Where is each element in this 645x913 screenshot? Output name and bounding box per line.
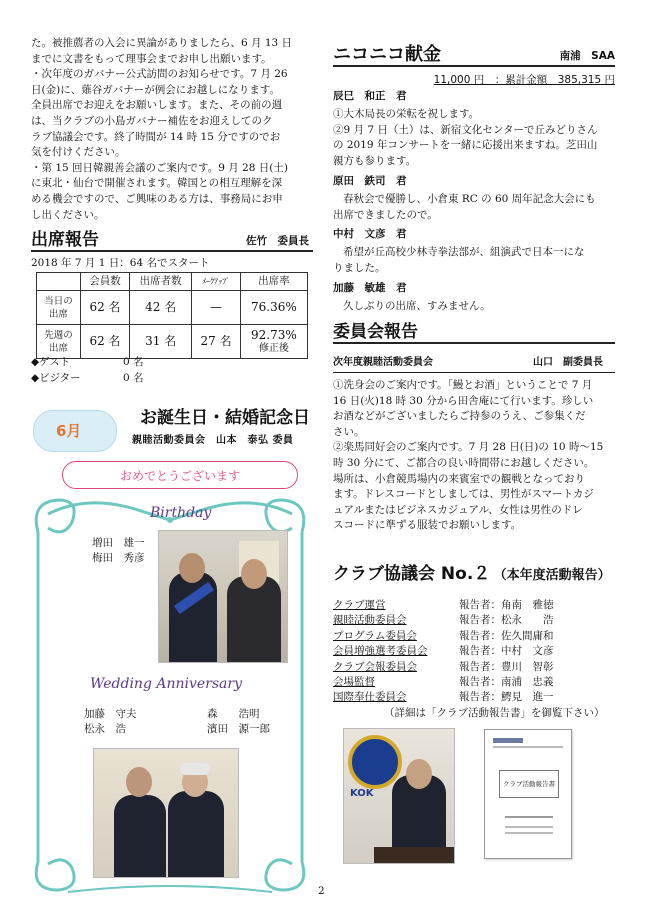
table-header-cell xyxy=(37,273,81,291)
text-line: までに文書をもって理事会までお申し出願います。 xyxy=(31,52,272,65)
list-item: 親睦活動委員会 報告者：松永 浩 xyxy=(333,614,554,627)
guest-value: 0 名 xyxy=(123,356,144,368)
nikoniko-header xyxy=(333,39,615,67)
text-line: ュアルまたはビジネスカジュアル、女性は男性のドレ xyxy=(333,503,583,516)
birthday-name: 増田 雄一 xyxy=(92,537,145,549)
text-line: 時 30 分にて、ご都合の良い時間帯にお越しください。 xyxy=(333,456,595,469)
wedding-name: 加藤 守夫 xyxy=(84,708,137,720)
attendance-header xyxy=(31,226,313,252)
page-number: 2 xyxy=(318,885,325,897)
table-header-cell: 出席率 xyxy=(240,273,307,291)
donor-text: の 2019 年コンサートを一緒に応援出来ますね。芝田山 xyxy=(333,139,598,152)
committee-subtitle: 次年度親睦活動委員会 xyxy=(333,357,433,368)
guest-line xyxy=(31,355,144,370)
attendance-table xyxy=(36,272,308,359)
birthday-label: Birthday xyxy=(150,505,212,521)
nikoniko-entries xyxy=(333,89,617,314)
month-label: 6月 xyxy=(56,422,82,440)
wedding-name: 濱田 源一郎 xyxy=(207,723,270,735)
wedding-label: Wedding Anniversary xyxy=(90,676,243,692)
text-line: ②楽馬同好会のご案内です。7 月 28 日(日)の 10 時～15 xyxy=(333,441,604,454)
table-row xyxy=(37,325,308,359)
text-line: は、当クラブの小島ガバナー補佐をお迎えしてのク xyxy=(31,114,273,127)
text-line: ①洗身会のご案内です。「鰻とお酒」ということで 7 月 xyxy=(333,379,593,391)
donor-text: りました。 xyxy=(333,261,386,274)
congrats-text: おめでとうございます xyxy=(119,469,240,483)
text-line: し出ください。 xyxy=(31,208,105,221)
text-line: ・第 15 回日韓親善会議のご案内です。9 月 28 日(土) xyxy=(31,161,288,174)
table-row xyxy=(37,291,308,325)
visitor-value: 0 名 xyxy=(123,372,144,384)
donor-text: 希望が丘高校少林寺拳法部が、組演武で日本一にな xyxy=(343,246,585,259)
report-document xyxy=(484,729,572,859)
list-item: プログラム委員会 報告者：佐久間庸和 xyxy=(333,629,554,642)
club-council-list xyxy=(333,598,623,706)
members-cell: 62 名 xyxy=(81,291,130,325)
club-council-subtitle: （本年度活動報告） xyxy=(493,568,611,583)
birthday-title: お誕生日・結婚記念日 xyxy=(140,408,310,428)
present-cell: 42 名 xyxy=(129,291,191,325)
list-item: クラブ運営 報告者：角南 雅徳 xyxy=(333,599,554,611)
attendance-title: 出席報告 xyxy=(31,230,99,250)
birthday-photo xyxy=(158,530,288,663)
present-cell: 31 名 xyxy=(129,325,191,359)
wedding-name: 松永 浩 xyxy=(84,723,126,735)
text-line: さい。 xyxy=(333,425,365,438)
text-line: スコードに準ずる服装でお願いします。 xyxy=(333,519,522,532)
month-badge xyxy=(33,410,117,452)
wedding-names-right xyxy=(207,707,270,737)
donor-name: 加藤 敏雄 君 xyxy=(333,281,407,294)
donor-text: 親方も参ります。 xyxy=(333,155,417,168)
club-council-header xyxy=(333,562,623,588)
text-line: 気を付けください。 xyxy=(31,146,126,159)
makeup-cell: 27 名 xyxy=(192,325,240,359)
donor-text: 久しぶりの出席、すみません。 xyxy=(343,299,491,312)
list-item: 会員増強選考委員会 報告者：中村 文彦 xyxy=(333,645,554,658)
attendance-subtitle: 2018 年 7 月 1 日：64 名でスタート xyxy=(31,257,210,269)
report-document-title: クラブ活動報告書 xyxy=(503,780,555,788)
table-header-cell: 会員数 xyxy=(81,273,130,291)
left-intro-text xyxy=(31,36,313,223)
wedding-names-left xyxy=(84,707,137,737)
text-line: た。被推薦者の入会に異論がありましたら、6 月 13 日 xyxy=(31,37,293,49)
text-line: 16 日(火)18 時 30 分から田舎庵にて行います。珍しい xyxy=(333,394,594,407)
nikoniko-amount: 11,000 円 ：累計金額 385,315 円 xyxy=(433,74,615,86)
row-label: 先週の 出席 xyxy=(37,325,81,359)
text-line: ・次年度のガバナー公式訪問のお知らせです。7 月 26 xyxy=(31,68,288,81)
podium-text: KOK xyxy=(350,788,374,799)
text-line: ます。ドレスコードとしましては、男性がスマートカジ xyxy=(333,488,594,501)
table-header-row xyxy=(37,273,308,291)
visitor-label: ◆ビジター xyxy=(31,372,81,384)
text-line: 場所は、小倉競馬場内の来賓室での観戦となっており xyxy=(333,472,585,485)
members-cell: 62 名 xyxy=(81,325,130,359)
birthday-committee: 親睦活動委員会 山本 泰弘 委員 xyxy=(132,435,294,446)
list-item: 国際奉仕委員会 報告者：鰐見 進一 xyxy=(333,691,554,704)
donor-text: ①大木局長の栄転を祝します。 xyxy=(333,107,480,120)
text-line: める機会ですので、ご興味のある方は、事務局にお申 xyxy=(31,192,283,205)
birthday-name-list xyxy=(92,536,145,566)
donor-text: 出席できましたので。 xyxy=(333,208,438,221)
club-council-title: クラブ協議会 No.２ xyxy=(333,564,491,584)
table-header-cell: ﾒｰｸｱｯﾌﾟ xyxy=(192,273,240,291)
rate-cell: 92.73% 修正後 xyxy=(240,325,307,359)
list-item: 会場監督 報告者：南浦 忠義 xyxy=(333,675,554,688)
donor-name: 辰巳 和正 君 xyxy=(333,90,407,102)
speaker-photo xyxy=(343,728,455,864)
text-line: 全員出席でお迎えをお願いします。また、その前の週 xyxy=(31,99,283,112)
rate-cell: 76.36% xyxy=(240,291,307,325)
donor-name: 原田 鉄司 君 xyxy=(333,174,407,187)
makeup-cell: — xyxy=(192,291,240,325)
club-council-note: （詳細は「クラブ活動報告書」を御覧下さい） xyxy=(384,707,605,719)
birthday-name: 梅田 秀彦 xyxy=(92,552,145,564)
committee-header xyxy=(333,318,615,344)
committee-title: 委員会報告 xyxy=(333,322,418,342)
attendance-reporter: 佐竹 委員長 xyxy=(246,235,309,247)
congrats-banner xyxy=(62,461,298,489)
row-label: 当日の 出席 xyxy=(37,291,81,325)
committee-divider xyxy=(333,372,615,373)
visitor-line xyxy=(31,371,144,386)
text-line: 日(金)に、薙谷ガバナーが例会にお越しになります。 xyxy=(31,83,280,96)
text-line: ラブ協議会です。終了時間が 14 時 15 分ですのでお xyxy=(31,130,281,143)
donor-text: ②9 月 7 日（土）は、新宿文化センターで丘みどりさん xyxy=(333,123,598,136)
wedding-name: 森 浩明 xyxy=(207,708,260,720)
donor-text: 春秋会で優勝し、小倉東 RC の 60 周年記念大会にも xyxy=(343,192,596,205)
guest-label: ◆ゲスト xyxy=(31,356,71,368)
rotary-emblem-icon xyxy=(348,735,402,789)
nikoniko-role: 南浦 SAA xyxy=(559,50,615,62)
committee-reporter: 山口 副委員長 xyxy=(533,357,603,368)
committee-text xyxy=(333,378,617,534)
text-line: お酒などがございましたらご持参のうえ、ご参集くだ xyxy=(333,410,586,423)
table-header-cell: 出席者数 xyxy=(129,273,191,291)
wedding-photo xyxy=(93,748,239,878)
list-item: クラブ会報委員会 報告者：豊川 智彰 xyxy=(333,660,554,673)
text-line: に東北・仙台で開催されます。韓国との相互理解を深 xyxy=(31,177,283,190)
donor-name: 中村 文彦 君 xyxy=(333,228,407,241)
nikoniko-title: ニコニコ献金 xyxy=(333,44,441,65)
